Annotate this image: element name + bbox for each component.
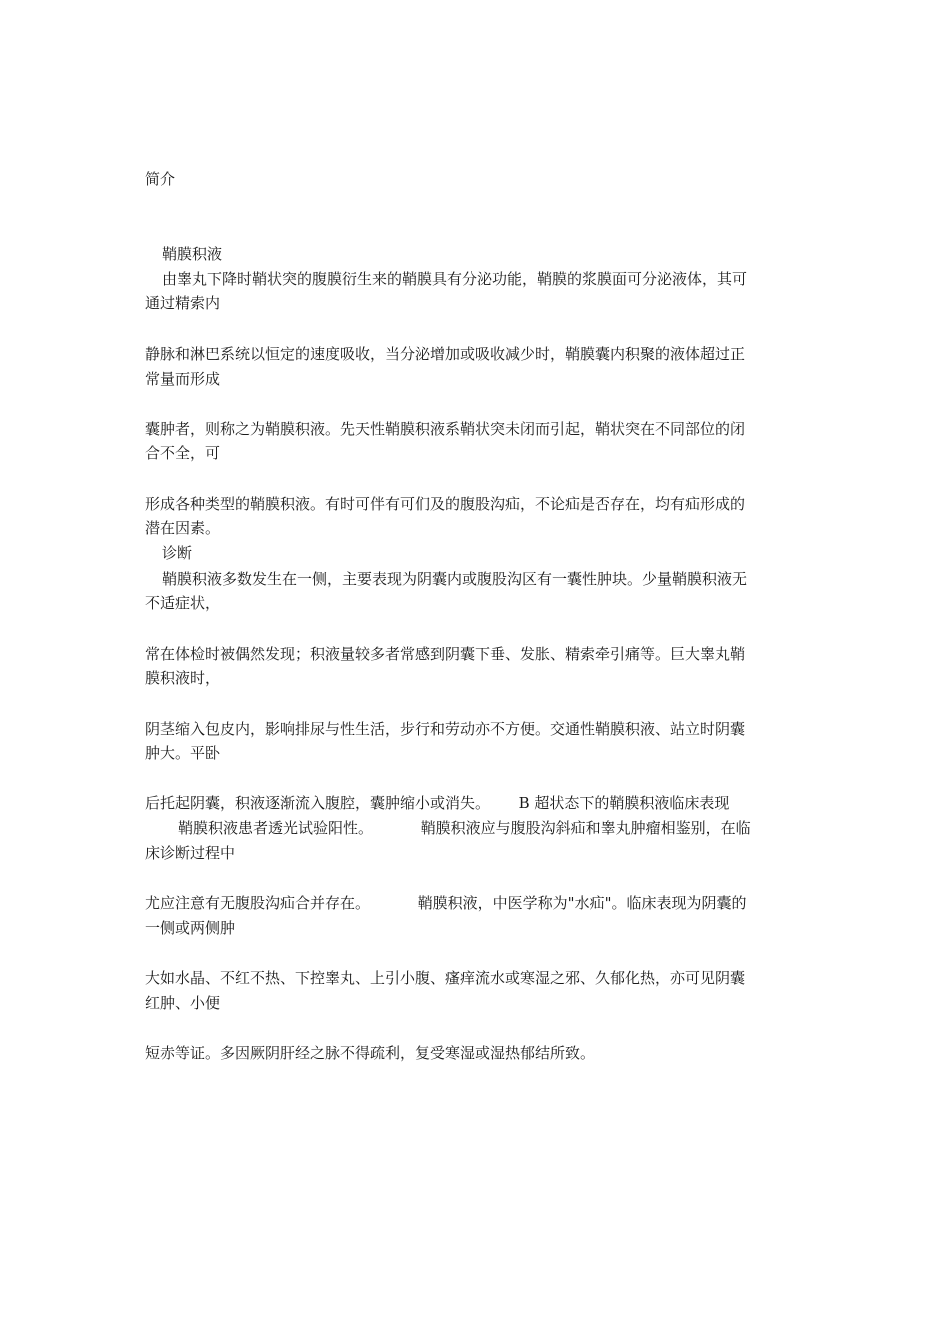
paragraph-line: 合不全，可 — [145, 444, 221, 462]
paragraph-line: 短赤等证。多因厥阴肝经之脉不得疏利，复受寒湿或湿热郁结所致。 — [145, 1044, 596, 1062]
paragraph-line: 潜在因素。 — [145, 519, 221, 537]
paragraph-line: 一侧或两侧肿 — [145, 919, 236, 937]
paragraph-line: 静脉和淋巴系统以恒定的速度吸收，当分泌增加或吸收减少时，鞘膜囊内积聚的液体超过正 — [145, 345, 746, 363]
section-heading: 简介 — [145, 170, 176, 188]
paragraph-line: 常在体检时被偶然发现；积液量较多者常感到阴囊下垂、发胀、精索牵引痛等。巨大睾丸鞘 — [145, 645, 746, 663]
paragraph-line: 床诊断过程中 — [145, 844, 236, 862]
paragraph-line: 尤应注意有无腹股沟疝合并存在。 鞘膜积液，中医学称为"水疝"。临床表现为阴囊的 — [145, 894, 747, 912]
paragraph-line: 肿大。平卧 — [145, 744, 221, 762]
paragraph-line: 鞘膜积液多数发生在一侧，主要表现为阴囊内或腹股沟区有一囊性肿块。少量鞘膜积液无 — [162, 570, 748, 588]
document-title: 鞘膜积液 — [162, 245, 223, 263]
paragraph-line: 后托起阴囊，积液逐渐流入腹腔，囊肿缩小或消失。 B 超状态下的鞘膜积液临床表现 — [145, 794, 730, 812]
subsection-heading: 诊断 — [162, 544, 193, 562]
paragraph-line: 由睾丸下降时鞘状突的腹膜衍生来的鞘膜具有分泌功能，鞘膜的浆膜面可分泌液体，其可 — [162, 270, 748, 288]
paragraph-line: 形成各种类型的鞘膜积液。有时可伴有可们及的腹股沟疝，不论疝是否存在，均有疝形成的 — [145, 495, 746, 513]
paragraph-line: 膜积液时， — [145, 669, 221, 687]
paragraph-line: 大如水晶、不红不热、下控睾丸、上引小腹、瘙痒流水或寒湿之邪、久郁化热，亦可见阴囊 — [145, 969, 746, 987]
paragraph-line: 阴茎缩入包皮内，影响排尿与性生活，步行和劳动亦不方便。交通性鞘膜积液、站立时阴囊 — [145, 720, 746, 738]
paragraph-line: 红肿、小便 — [145, 994, 221, 1012]
paragraph-line: 常量而形成 — [145, 370, 221, 388]
paragraph-line: 囊肿者，则称之为鞘膜积液。先天性鞘膜积液系鞘状突未闭而引起，鞘状突在不同部位的闭 — [145, 420, 746, 438]
paragraph-line: 不适症状， — [145, 594, 221, 612]
paragraph-line: 鞘膜积液患者透光试验阳性。 鞘膜积液应与腹股沟斜疝和睾丸肿瘤相鉴别，在临 — [178, 819, 751, 837]
paragraph-line: 通过精索内 — [145, 294, 221, 312]
